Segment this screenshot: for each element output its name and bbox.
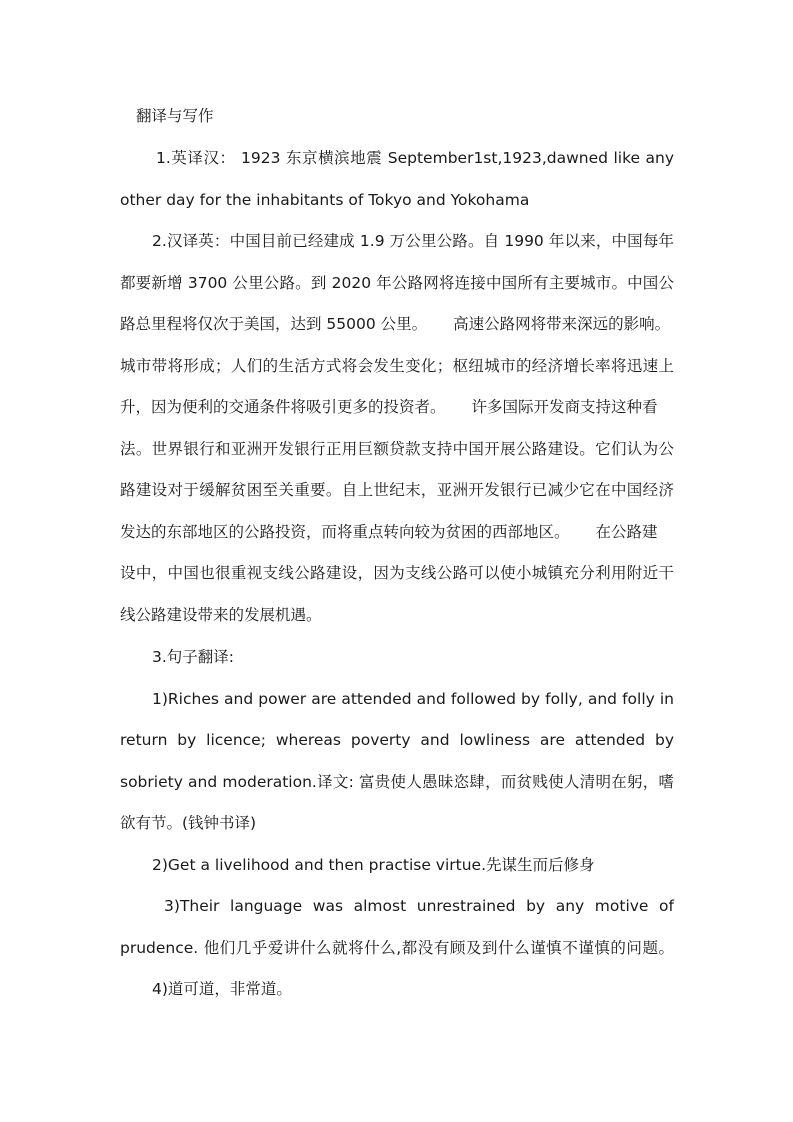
c2e-line: 城市带将形成；人们的生活方式将会发生变化；枢纽城市的经济增长率将迅速上	[120, 356, 674, 375]
section-chinese-to-english	[120, 221, 674, 636]
section-title: 3.句子翻译:	[152, 648, 235, 666]
c2e-segment: 在公路建	[595, 522, 658, 541]
c2e-line	[120, 512, 674, 554]
c2e-segment: 路总里程将仅次于美国，达到 55000 公里。	[120, 315, 428, 333]
c2e-segment: 升，因为便利的交通条件将吸引更多的投资者。	[120, 398, 446, 416]
c2e-line	[120, 304, 674, 346]
e2c-line: other day for the inhabitants of Tokyo and Yokohama	[120, 190, 530, 209]
sentence-2: 2)Get a livelihood and then practise virtue.先谋生而后修身	[152, 855, 595, 874]
sentence-3-line: prudence. 他们几乎爱讲什么就将什么,都没有顾及到什么谨慎不谨慎的问题。	[120, 938, 674, 957]
c2e-line: 法。世界银行和亚洲开发银行正用巨额贷款支持中国开展公路建设。它们认为公	[120, 439, 674, 458]
sentence-1-line: 欲有节。(钱钟书译)	[120, 814, 257, 832]
e2c-line: 1.英译汉： 1923 东京横滨地震 September1st,1923,dawned like any	[156, 149, 674, 167]
c2e-segment: 许多国际开发商支持这种看	[471, 398, 658, 416]
c2e-line: 2.汉译英：中国目前已经建成 1.9 万公里公路。自 1990 年以来，中国每年	[152, 232, 674, 250]
sentence-4: 4)道可道，非常道。	[152, 980, 292, 998]
heading-text: 翻译与写作	[136, 107, 214, 125]
c2e-segment: 高速公路网将带来深远的影响。	[453, 315, 671, 333]
section-sentence-translation	[120, 637, 674, 1011]
c2e-line: 都要新增 3700 公里公路。到 2020 年公路网将连接中国所有主要城市。中国公	[120, 273, 674, 292]
section-english-to-chinese	[120, 138, 674, 221]
c2e-line: 设中，中国也很重视支线公路建设，因为支线公路可以使小城镇充分利用附近干	[120, 564, 674, 582]
sentence-3-line: 3)Their language was almost unrestrained by any motive of	[164, 897, 674, 915]
document-heading	[136, 96, 674, 138]
c2e-line	[120, 387, 674, 429]
c2e-line: 路建设对于缓解贫困至关重要。自上世纪末，亚洲开发银行已减少它在中国经济	[120, 481, 674, 499]
c2e-line: 线公路建设带来的发展机遇。	[120, 605, 322, 624]
sentence-1-line: return by licence; whereas poverty and lowliness are attended by	[120, 731, 674, 749]
sentence-1-line: 1)Riches and power are attended and followed by folly, and folly in	[152, 689, 674, 708]
sentence-1-line: sobriety and moderation.译文: 富贵使人愚昧恣肆，而贫贱使人清明在躬，嗜	[120, 772, 674, 791]
c2e-segment: 发达的东部地区的公路投资，而将重点转向较为贫困的西部地区。	[120, 522, 570, 541]
